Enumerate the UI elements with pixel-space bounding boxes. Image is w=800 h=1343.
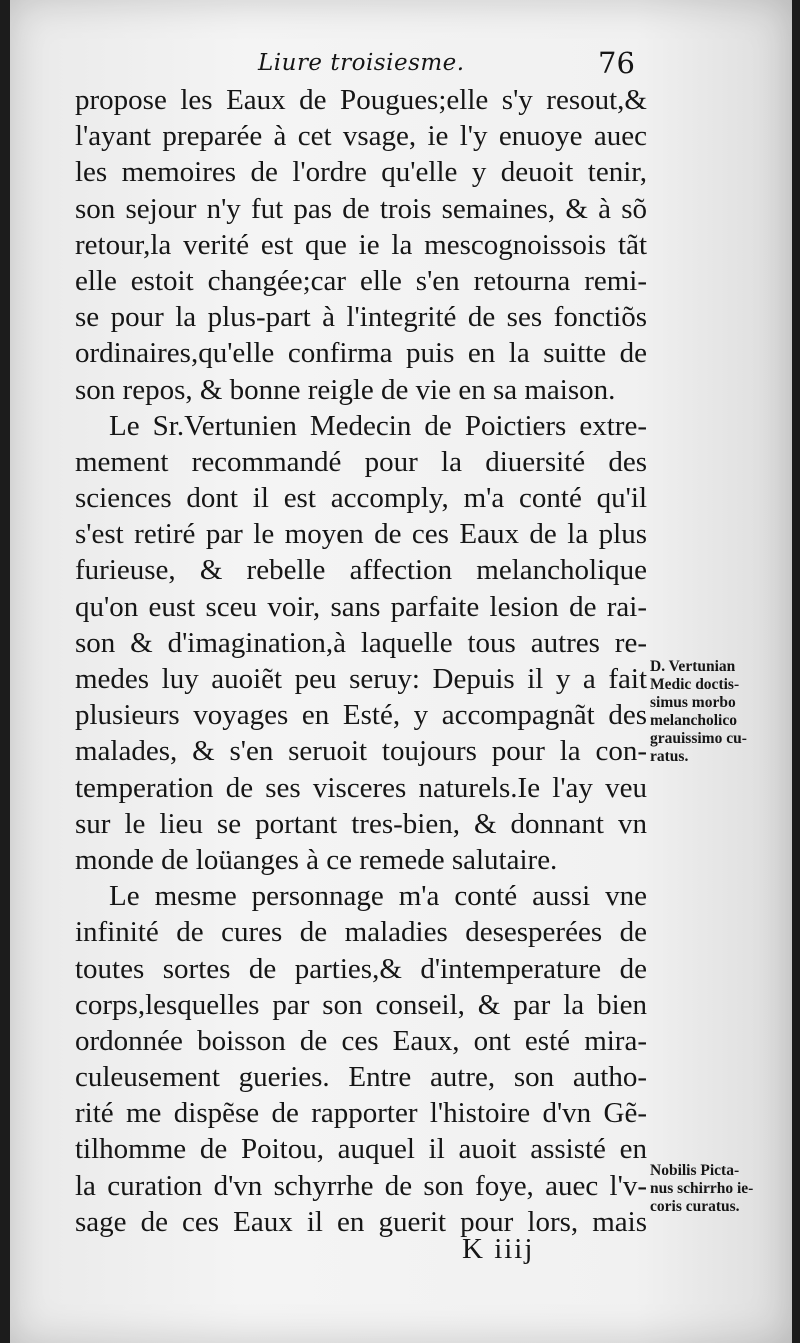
margin-note-line: ratus. <box>650 748 689 765</box>
margin-note-vertunian <box>650 658 790 766</box>
margin-note-line: melancholico <box>650 712 737 729</box>
text-line: medes luy auoiẽt peu seruy: Depuis il y a fait <box>75 663 647 695</box>
paragraph <box>75 408 647 878</box>
text-line: propose les Eaux de Pougues;elle s'y resout,& <box>75 84 647 116</box>
text-line: toutes sortes de parties,& d'intemperature de <box>75 952 647 985</box>
margin-note-line: coris curatus. <box>650 1198 740 1215</box>
text-line: qu'on eust sceu voir, sans parfaite lesion de rai- <box>75 590 647 623</box>
text-line: monde de loüanges à ce remede salutaire. <box>75 843 558 876</box>
page-number: 76 <box>598 46 635 80</box>
paragraph <box>75 878 647 1240</box>
margin-note-line: Nobilis Picta- <box>650 1162 740 1179</box>
text-line: rité me dispẽse de rapporter l'histoire d'vn Gẽ- <box>75 1097 647 1130</box>
text-line: sage de ces Eaux il en guerit pour lors, mais <box>75 1205 647 1238</box>
text-line: malades, & s'en seruoit toujours pour la con- <box>75 735 647 768</box>
margin-note-line: D. Vertunian <box>650 658 736 675</box>
text-line: Le mesme personnage m'a conté aussi vne <box>109 880 647 913</box>
text-line: son sejour n'y fut pas de trois semaines, & à sõ <box>75 192 647 225</box>
text-line: la curation d'vn schyrrhe de son foye, auec l'v- <box>75 1169 647 1202</box>
text-line: retour,la verité est que ie la mescognoissois tãt <box>75 228 647 261</box>
text-line: furieuse, & rebelle affection melancholique <box>75 554 647 587</box>
paragraph <box>75 82 647 408</box>
text-line: ordinaires,qu'elle confirma puis en la suitte de <box>75 337 647 370</box>
text-line: son repos, & bonne reigle de vie en sa maison. <box>75 373 616 406</box>
text-line: s'est retiré par le moyen de ces Eaux de la plus <box>75 518 647 551</box>
book-page <box>10 0 792 1343</box>
text-line: tilhomme de Poitou, auquel il auoit assisté en <box>75 1133 647 1166</box>
margin-note-nobilis <box>650 1162 790 1216</box>
text-line: l'ayant preparée à cet vsage, ie l'y enuoye auec <box>75 120 647 153</box>
margin-note-line: nus schirrho ie- <box>650 1180 754 1197</box>
text-line: temperation de ses visceres naturels.Ie l'ay veu <box>75 771 647 804</box>
margin-note-line: Medic doctis- <box>650 676 740 693</box>
text-line: infinité de cures de maladies desesperées de <box>75 916 647 949</box>
text-line: mement recommandé pour la diuersité des <box>75 445 647 478</box>
text-line: elle estoit changée;car elle s'en retourna remi- <box>75 264 647 297</box>
signature-mark: K iiij <box>462 1233 535 1265</box>
text-line: culeusement gueries. Entre autre, son autho- <box>75 1061 647 1094</box>
text-line: les memoires de l'ordre qu'elle y deuoit tenir, <box>75 156 647 189</box>
text-line: sur le lieu se portant tres-bien, & donnant vn <box>75 807 647 840</box>
text-line: corps,lesquelles par son conseil, & par la bien <box>75 988 647 1021</box>
text-line: plusieurs voyages en Esté, y accompagnãt des <box>75 699 647 732</box>
margin-note-line: grauissimo cu- <box>650 730 747 747</box>
text-line: ordonnée boisson de ces Eaux, ont esté mira- <box>75 1024 647 1057</box>
text-line: son & d'imagination,à laquelle tous autres re- <box>75 626 647 659</box>
main-text <box>75 82 647 1240</box>
text-line: se pour la plus-part à l'integrité de ses fonctiõs <box>75 301 647 334</box>
text-line: Le Sr.Vertunien Medecin de Poictiers extre- <box>109 409 647 442</box>
text-line: sciences dont il est accomply, m'a conté qu'il <box>75 482 647 515</box>
margin-note-line: simus morbo <box>650 694 736 711</box>
running-title: Liure troisiesme. <box>258 50 465 76</box>
